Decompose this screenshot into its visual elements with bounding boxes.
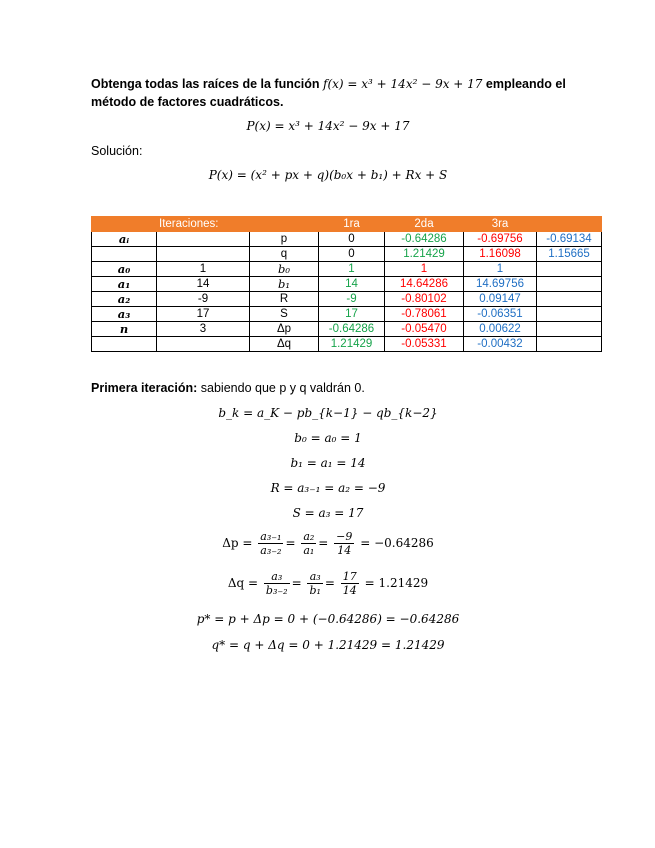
delta-p-fraction-2: $\frac{\text{a₂}}{\text{a₁}}$ bbox=[303, 530, 315, 557]
row-variable: R bbox=[250, 292, 319, 307]
q-star-step: q* = q + Δq = 0 + 1.21429 = 1.21429 bbox=[211, 638, 445, 652]
first-iteration-note: sabiendo que p y q valdrán 0. bbox=[200, 381, 365, 395]
row-variable: S bbox=[250, 307, 319, 322]
delta-q-fraction-2: $\frac{\text{a₃}}{\text{b₁}}$ bbox=[309, 570, 321, 597]
row-iter1: -0.64286 bbox=[319, 322, 385, 337]
row-iter2: -0.05470 bbox=[385, 322, 464, 337]
delta-p-fraction-1: $\frac{\text{a₃₋₁}}{\text{a₃₋₂}}$ bbox=[260, 530, 282, 557]
row-iter2: 14.64286 bbox=[385, 277, 464, 292]
row-iter2: 1 bbox=[385, 262, 464, 277]
first-iteration-title: Primera iteración: bbox=[91, 381, 198, 395]
row-symbol: a₀ bbox=[92, 262, 157, 277]
row-iter4: -0.69134 bbox=[537, 232, 602, 247]
row-symbol bbox=[92, 247, 157, 262]
row-iter4 bbox=[537, 292, 602, 307]
row-iter1: -9 bbox=[319, 292, 385, 307]
table-row bbox=[92, 292, 602, 307]
delta-q-fraction-1: $\frac{\text{a₃}}{\text{b₃₋₂}}$ bbox=[265, 570, 288, 597]
row-iter3: 1 bbox=[464, 262, 537, 277]
row-variable: q bbox=[250, 247, 319, 262]
delta-p-lhs: Δp = bbox=[222, 536, 253, 550]
row-iter2: -0.05331 bbox=[385, 337, 464, 352]
delta-p-fraction-3: $\frac{-9}{14}$ bbox=[336, 530, 353, 557]
row-iter3: 14.69756 bbox=[464, 277, 537, 292]
row-a-value: 17 bbox=[157, 307, 250, 322]
header-1ra: 1ra bbox=[319, 217, 385, 232]
table-row bbox=[92, 232, 602, 247]
row-variable: b₀ bbox=[250, 262, 319, 277]
first-iteration-heading bbox=[91, 381, 365, 395]
row-iter4 bbox=[537, 322, 602, 337]
row-iter2: -0.78061 bbox=[385, 307, 464, 322]
row-iter4 bbox=[537, 337, 602, 352]
factor-equation: P(x) = (x² + px + q)(b₀x + b₁) + Rx + S bbox=[208, 168, 448, 182]
row-a-value: -9 bbox=[157, 292, 250, 307]
row-iter3: 1.16098 bbox=[464, 247, 537, 262]
table-row bbox=[92, 307, 602, 322]
row-iter1: 14 bbox=[319, 277, 385, 292]
delta-q-lhs: Δq = bbox=[227, 576, 259, 590]
row-symbol: n bbox=[92, 322, 157, 337]
table-row bbox=[92, 337, 602, 352]
b0-step: b₀ = a₀ = 1 bbox=[294, 431, 362, 445]
problem-statement bbox=[91, 75, 571, 111]
delta-q-fraction-3: $\frac{17}{14}$ bbox=[342, 570, 357, 597]
table-row bbox=[92, 262, 602, 277]
row-a-value bbox=[157, 232, 250, 247]
row-iter4 bbox=[537, 307, 602, 322]
row-symbol: a₁ bbox=[92, 277, 157, 292]
header-iterations: Iteraciones: bbox=[157, 217, 319, 232]
delta-q-step: Δq = $\frac{\text{a₃}}{\text{b₃₋₂}}$ = $\frac{\text{a₃}}{\text{b₁}}$ = $\frac{17}{14}$ = 1.21429 bbox=[227, 570, 429, 597]
row-iter3: -0.06351 bbox=[464, 307, 537, 322]
row-iter4 bbox=[537, 277, 602, 292]
polynomial-equation: P(x) = x³ + 14x² − 9x + 17 bbox=[246, 119, 410, 133]
prompt-text-before: Obtenga todas las raíces de la función bbox=[91, 77, 320, 91]
row-symbol bbox=[92, 337, 157, 352]
s-step: S = a₃ = 17 bbox=[292, 506, 364, 520]
delta-p-result: = −0.64286 bbox=[360, 536, 434, 550]
b1-step: b₁ = a₁ = 14 bbox=[290, 456, 366, 470]
row-variable: Δp bbox=[250, 322, 319, 337]
table-row bbox=[92, 322, 602, 337]
row-a-value: 14 bbox=[157, 277, 250, 292]
row-symbol: a₂ bbox=[92, 292, 157, 307]
row-iter3: -0.00432 bbox=[464, 337, 537, 352]
p-star-step: p* = p + Δp = 0 + (−0.64286) = −0.64286 bbox=[196, 612, 460, 626]
row-a-value bbox=[157, 247, 250, 262]
table-row bbox=[92, 277, 602, 292]
row-iter2: 1.21429 bbox=[385, 247, 464, 262]
r-step: R = a₃₋₁ = a₂ = −9 bbox=[270, 481, 386, 495]
row-variable: p bbox=[250, 232, 319, 247]
row-iter3: -0.69756 bbox=[464, 232, 537, 247]
row-iter1: 17 bbox=[319, 307, 385, 322]
row-a-value: 1 bbox=[157, 262, 250, 277]
row-iter2: -0.80102 bbox=[385, 292, 464, 307]
prompt-text-after: empleando el método de factores cuadráticos. bbox=[91, 77, 566, 109]
table-row bbox=[92, 247, 602, 262]
row-iter3: 0.00622 bbox=[464, 322, 537, 337]
header-3ra: 3ra bbox=[464, 217, 537, 232]
row-iter1: 0 bbox=[319, 232, 385, 247]
delta-p-step: Δp = $\frac{\text{a₃₋₁}}{\text{a₃₋₂}}$ = $\frac{\text{a₂}}{\text{a₁}}$ = $\frac{-9}{14}$ = −0.64286 bbox=[222, 530, 434, 557]
row-variable: Δq bbox=[250, 337, 319, 352]
bk-formula: b_k = a_K − pb_{k−1} − qb_{k−2} bbox=[218, 406, 438, 420]
header-cell-empty bbox=[92, 217, 157, 232]
header-2da: 2da bbox=[385, 217, 464, 232]
solution-label: Solución: bbox=[91, 144, 143, 158]
row-variable: b₁ bbox=[250, 277, 319, 292]
iteration-table bbox=[91, 216, 602, 352]
row-iter4 bbox=[537, 262, 602, 277]
header-4th bbox=[537, 217, 602, 232]
row-iter4: 1.15665 bbox=[537, 247, 602, 262]
delta-q-result: = 1.21429 bbox=[364, 576, 429, 590]
row-iter1: 0 bbox=[319, 247, 385, 262]
row-a-value bbox=[157, 337, 250, 352]
row-a-value: 3 bbox=[157, 322, 250, 337]
table-header-row bbox=[92, 217, 602, 232]
row-iter2: -0.64286 bbox=[385, 232, 464, 247]
row-iter3: 0.09147 bbox=[464, 292, 537, 307]
row-iter1: 1.21429 bbox=[319, 337, 385, 352]
row-iter1: 1 bbox=[319, 262, 385, 277]
row-symbol: aᵢ bbox=[92, 232, 157, 247]
row-symbol: a₃ bbox=[92, 307, 157, 322]
function-expression: f(x) = x³ + 14x² − 9x + 17 bbox=[323, 77, 483, 91]
